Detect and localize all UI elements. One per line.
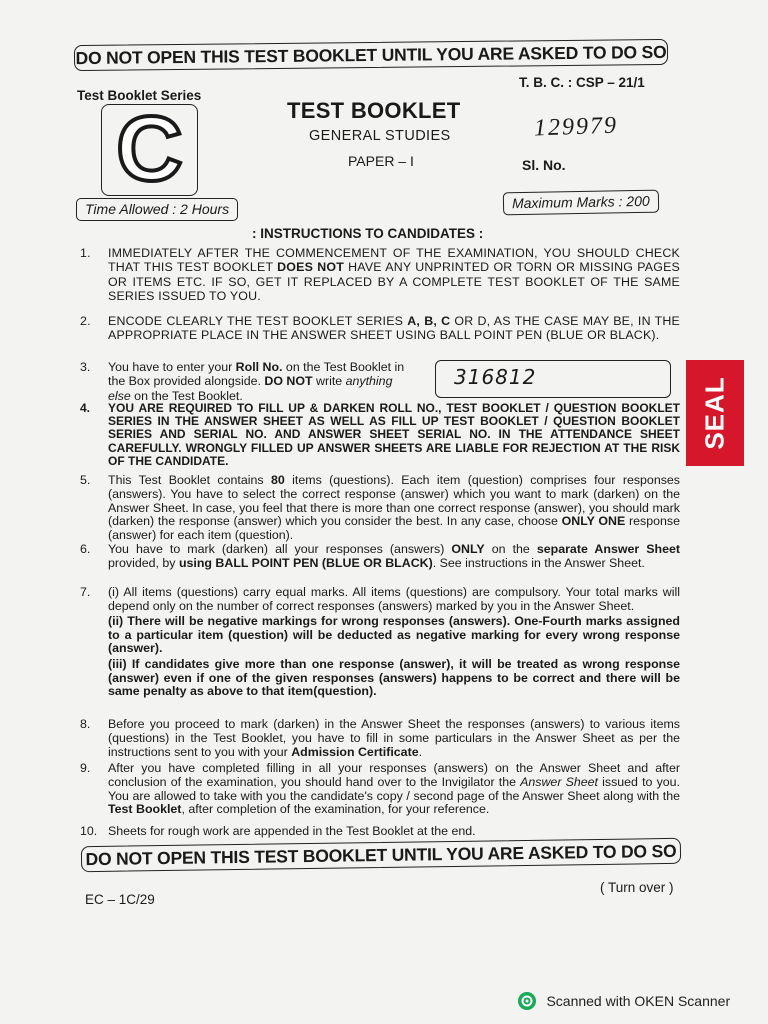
time-allowed-box: Time Allowed : 2 Hours	[76, 198, 238, 221]
instruction-item: 9. After you have completed filling in all your responses (answers) on the Answer Sheet and after conclusion of the examination, you should hand over to the Invigilator the Answer Sheet issued to you. You are allowed to take with you the candidate's copy / second page of the Answer Sheet along with the Test Booklet, after completion of the examination, for your reference.	[80, 761, 681, 817]
instruction-item: 4. YOU ARE REQUIRED TO FILL UP & DARKEN ROLL NO., TEST BOOKLET / QUESTION BOOKLET SERIES IN THE ANSWER SHEET AS WELL AS FILL UP TEST BOOKLET / QUESTION BOOKLET SERIES AND SERIAL NO. AND ANSWER SHEET SERIAL NO. IN THE ATTENDANCE SHEET CAREFULLY. WRONGLY FILLED UP ANSWER SHEETS ARE LIABLE FOR REJECTION AT THE RISK OF THE CANDIDATE.	[80, 401, 680, 468]
instruction-item: 2. ENCODE CLEARLY THE TEST BOOKLET SERIES A, B, C OR D, AS THE CASE MAY BE, IN THE APPROPRIATE PLACE IN THE ANSWER SHEET USING BALL POINT PEN (BLUE OR BLACK).	[80, 314, 681, 343]
serial-number-label: Sl. No.	[522, 157, 566, 173]
top-warning-banner: DO NOT OPEN THIS TEST BOOKLET UNTIL YOU ARE ASKED TO DO SO	[74, 39, 668, 71]
bottom-warning-banner: DO NOT OPEN THIS TEST BOOKLET UNTIL YOU ARE ASKED TO DO SO	[81, 838, 681, 872]
instruction-number: 7.	[80, 585, 91, 599]
booklet-code: EC – 1C/29	[85, 892, 155, 907]
tbc-code: T. B. C. : CSP – 21/1	[519, 75, 645, 90]
instructions-heading: : INSTRUCTIONS TO CANDIDATES :	[252, 226, 484, 241]
booklet-title: TEST BOOKLET	[287, 98, 461, 123]
instruction-number: 3.	[80, 360, 91, 374]
series-label: Test Booklet Series	[77, 88, 202, 103]
paper-number: PAPER – I	[348, 153, 414, 169]
instruction-number: 5.	[80, 473, 91, 487]
instruction-item: 7. (i) All items (questions) carry equal marks. All items (questions) are compulsory. Your total marks will depend only on the number of correct responses (answers) marked by you in the Answer Sheet. (ii) There will be negative markings for wrong responses (answers). One-Fourth marks assigned to a particular item (question) will be deducted as negative marking for every wrong response (answer). (iii) If candidates give more than one response (answer), it will be treated as wrong response (answer) even if one of the given responses (answers) happens to be correct and there will be same penalty as above to that item(question).	[80, 585, 680, 699]
watermark-text: Scanned with OKEN Scanner	[546, 993, 731, 1009]
instruction-item: 5. This Test Booklet contains 80 items (questions). Each item (question) comprises four responses (answers). You have to select the correct response (answer) which you want to mark (darken) on the Answer Sheet. In case, you feel that there is more than one correct response (answer), you should mark (darken) the response (answer) which you consider the best. In any case, choose ONLY ONE response (answer) for each item (question).	[80, 473, 680, 543]
serial-number-value: 129979	[533, 112, 619, 142]
instruction-number: 8.	[80, 717, 91, 731]
instruction-item: 10. Sheets for rough work are appended in the Test Booklet at the end.	[80, 824, 476, 838]
seal-label	[686, 360, 744, 466]
subject-name: GENERAL STUDIES	[309, 128, 451, 144]
series-box	[101, 98, 198, 200]
scanner-watermark	[518, 992, 730, 1012]
roll-number-value: 316812	[454, 365, 537, 389]
oken-scanner-logo-icon	[518, 992, 536, 1010]
turn-over-note: ( Turn over )	[600, 880, 674, 895]
roll-number-box	[435, 360, 671, 398]
instruction-item: 3. You have to enter your Roll No. on the Test Booklet in the Box provided alongside. DO NOT write anything else on the Test Booklet.	[80, 360, 405, 403]
instruction-number: 6.	[80, 542, 91, 556]
instruction-item: 6. You have to mark (darken) all your responses (answers) ONLY on the separate Answer Sheet provided, by using BALL POINT PEN (BLUE OR BLACK). See instructions in the Answer Sheet.	[80, 542, 680, 570]
instruction-number: 2.	[80, 314, 91, 328]
seal-text: SEAL	[699, 376, 730, 450]
instruction-item: 8. Before you proceed to mark (darken) in the Answer Sheet the responses (answers) to various items (questions) in the Test Booklet, you have to fill in some particulars in the Answer Sheet as per the instructions sent to you with your Admission Certificate.	[80, 717, 680, 759]
instruction-item: 1. IMMEDIATELY AFTER THE COMMENCEMENT OF THE EXAMINATION, YOU SHOULD CHECK THAT THIS TEST BOOKLET DOES NOT HAVE ANY UNPRINTED OR TORN OR MISSING PAGES OR ITEMS ETC. IF SO, GET IT REPLACED BY A COMPLETE TEST BOOKLET OF THE SAME SERIES ISSUED TO YOU.	[80, 246, 681, 304]
instruction-number: 10.	[80, 824, 98, 838]
instruction-number: 1.	[80, 246, 91, 260]
series-letter: C	[116, 98, 183, 200]
maximum-marks-box: Maximum Marks : 200	[503, 190, 659, 216]
instruction-number: 4.	[80, 401, 91, 415]
instruction-number: 9.	[80, 761, 91, 775]
